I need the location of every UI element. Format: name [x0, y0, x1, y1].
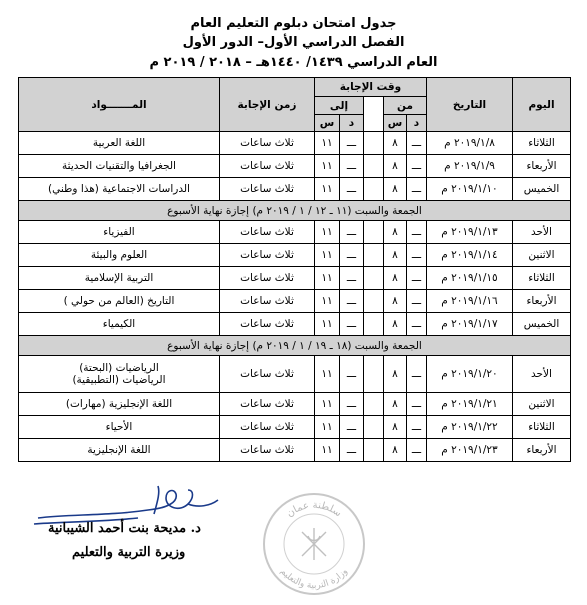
header-from-hours: س	[384, 115, 407, 132]
cell-to-min: ـــ	[340, 178, 364, 201]
cell-to-hour: ١١	[315, 356, 340, 393]
subject-line-2: الرياضيات (التطبيقية)	[72, 374, 166, 386]
cell-from-min: ـــ	[407, 416, 427, 439]
weekend-note: الجمعة والسبت (١١ ـ ١٢ / ١ / ٢٠١٩ م) إجازة نهاية الأسبوع	[19, 201, 571, 221]
cell-subject: اللغة الإنجليزية (مهارات)	[19, 393, 220, 416]
header-answer-time: وقت الإجابة	[315, 78, 427, 97]
cell-from-min: ـــ	[407, 221, 427, 244]
cell-duration: ثلاث ساعات	[220, 313, 315, 336]
header-to-minutes: د	[340, 115, 364, 132]
cell-mid	[364, 393, 384, 416]
cell-mid	[364, 221, 384, 244]
header-separator	[364, 97, 384, 132]
cell-to-min: ـــ	[340, 393, 364, 416]
header-day: اليوم	[513, 78, 571, 132]
cell-to-hour: ١١	[315, 313, 340, 336]
cell-to-min: ـــ	[340, 290, 364, 313]
cell-to-hour: ١١	[315, 244, 340, 267]
cell-duration: ثلاث ساعات	[220, 356, 315, 393]
weekend-row	[19, 201, 571, 221]
weekend-row	[19, 336, 571, 356]
cell-mid	[364, 439, 384, 462]
table-row	[19, 132, 571, 155]
header-subjects: المـــــــواد	[19, 78, 220, 132]
cell-date: ٢٠١٩/١/١٧ م	[427, 313, 513, 336]
cell-from-min: ـــ	[407, 132, 427, 155]
cell-from-min: ـــ	[407, 244, 427, 267]
subject-line-1: الرياضيات (البحتة)	[79, 362, 159, 374]
cell-mid	[364, 313, 384, 336]
cell-date: ٢٠١٩/١/١٤ م	[427, 244, 513, 267]
header-date: التاريخ	[427, 78, 513, 132]
cell-from-hour: ٨	[384, 155, 407, 178]
cell-from-min: ـــ	[407, 267, 427, 290]
minister-title: وزيرة التربية والتعليم	[72, 545, 186, 560]
cell-mid	[364, 178, 384, 201]
cell-duration: ثلاث ساعات	[220, 416, 315, 439]
cell-to-hour: ١١	[315, 132, 340, 155]
cell-date: ٢٠١٩/١/٢١ م	[427, 393, 513, 416]
cell-date: ٢٠١٩/١/١٠ م	[427, 178, 513, 201]
cell-duration: ثلاث ساعات	[220, 221, 315, 244]
cell-from-min: ـــ	[407, 290, 427, 313]
cell-from-hour: ٨	[384, 356, 407, 393]
cell-date: ٢٠١٩/١/١٣ م	[427, 221, 513, 244]
cell-date: ٢٠١٩/١/٢٠ م	[427, 356, 513, 393]
cell-from-min: ـــ	[407, 313, 427, 336]
cell-date: ٢٠١٩/١/١٥ م	[427, 267, 513, 290]
cell-to-min: ـــ	[340, 221, 364, 244]
cell-from-hour: ٨	[384, 267, 407, 290]
cell-to-hour: ١١	[315, 290, 340, 313]
cell-day: الأربعاء	[513, 290, 571, 313]
cell-from-hour: ٨	[384, 313, 407, 336]
cell-date: ٢٠١٩/١/٩ م	[427, 155, 513, 178]
cell-mid	[364, 132, 384, 155]
table-row	[19, 221, 571, 244]
cell-subject: اللغة العربية	[19, 132, 220, 155]
table-row	[19, 178, 571, 201]
minister-name: د. مديحة بنت أحمد الشيبانية	[48, 521, 201, 536]
cell-to-hour: ١١	[315, 221, 340, 244]
emblem-icon	[302, 528, 326, 560]
cell-to-min: ـــ	[340, 439, 364, 462]
cell-subject: التربية الإسلامية	[19, 267, 220, 290]
cell-to-hour: ١١	[315, 267, 340, 290]
cell-from-min: ـــ	[407, 356, 427, 393]
weekend-note: الجمعة والسبت (١٨ ـ ١٩ / ١ / ٢٠١٩ م) إجازة نهاية الأسبوع	[19, 336, 571, 356]
cell-duration: ثلاث ساعات	[220, 393, 315, 416]
cell-mid	[364, 416, 384, 439]
table-row	[19, 356, 571, 393]
svg-text:سلطنة عمان	[285, 500, 344, 519]
header-to-hours: س	[315, 115, 340, 132]
cell-from-hour: ٨	[384, 290, 407, 313]
cell-day: الأربعاء	[513, 155, 571, 178]
cell-from-hour: ٨	[384, 221, 407, 244]
cell-duration: ثلاث ساعات	[220, 439, 315, 462]
table-row	[19, 393, 571, 416]
cell-duration: ثلاث ساعات	[220, 178, 315, 201]
table-row	[19, 244, 571, 267]
cell-day: الثلاثاء	[513, 416, 571, 439]
academic-year-subtitle: العام الدراسي ١٤٣٩/ ١٤٤٠هـ – ٢٠١٨ / ٢٠١٩ م	[149, 55, 438, 70]
cell-day: الاثنين	[513, 393, 571, 416]
cell-subject: اللغة الإنجليزية	[19, 439, 220, 462]
header-to: إلى	[315, 97, 364, 115]
cell-to-hour: ١١	[315, 155, 340, 178]
cell-from-hour: ٨	[384, 416, 407, 439]
cell-subject: الفيزياء	[19, 221, 220, 244]
cell-to-hour: ١١	[315, 393, 340, 416]
official-seal	[258, 488, 370, 600]
cell-from-hour: ٨	[384, 393, 407, 416]
table-row	[19, 416, 571, 439]
cell-duration: ثلاث ساعات	[220, 244, 315, 267]
cell-to-hour: ١١	[315, 178, 340, 201]
cell-subject: التاريخ (العالم من حولي )	[19, 290, 220, 313]
cell-day: الأربعاء	[513, 439, 571, 462]
cell-duration: ثلاث ساعات	[220, 290, 315, 313]
header-from-minutes: د	[407, 115, 427, 132]
cell-from-min: ـــ	[407, 439, 427, 462]
cell-day: الثلاثاء	[513, 132, 571, 155]
cell-day: الأحد	[513, 356, 571, 393]
cell-to-min: ـــ	[340, 313, 364, 336]
cell-from-hour: ٨	[384, 244, 407, 267]
cell-from-min: ـــ	[407, 178, 427, 201]
table-row	[19, 439, 571, 462]
table-row	[19, 155, 571, 178]
cell-to-hour: ١١	[315, 416, 340, 439]
cell-date: ٢٠١٩/١/١٦ م	[427, 290, 513, 313]
cell-mid	[364, 155, 384, 178]
cell-day: الثلاثاء	[513, 267, 571, 290]
cell-subject	[19, 356, 220, 393]
cell-from-min: ـــ	[407, 393, 427, 416]
cell-mid	[364, 290, 384, 313]
cell-to-hour: ١١	[315, 439, 340, 462]
cell-date: ٢٠١٩/١/٢٢ م	[427, 416, 513, 439]
seal-bottom-text: وزارة التربية والتعليم	[278, 566, 350, 592]
cell-to-min: ـــ	[340, 155, 364, 178]
seal-top-text: سلطنة عمان	[284, 499, 344, 520]
cell-to-min: ـــ	[340, 356, 364, 393]
cell-to-min: ـــ	[340, 132, 364, 155]
cell-duration: ثلاث ساعات	[220, 267, 315, 290]
cell-date: ٢٠١٩/١/٨ م	[427, 132, 513, 155]
table-row	[19, 267, 571, 290]
cell-mid	[364, 356, 384, 393]
cell-mid	[364, 244, 384, 267]
header-from: من	[384, 97, 427, 115]
cell-to-min: ـــ	[340, 244, 364, 267]
cell-day: الاثنين	[513, 244, 571, 267]
cell-day: الخميس	[513, 178, 571, 201]
page-title: جدول امتحان دبلوم التعليم العام	[190, 16, 397, 31]
exam-schedule-table	[18, 77, 571, 462]
cell-subject: الكيمياء	[19, 313, 220, 336]
cell-day: الأحد	[513, 221, 571, 244]
cell-to-min: ـــ	[340, 267, 364, 290]
cell-duration: ثلاث ساعات	[220, 155, 315, 178]
cell-from-min: ـــ	[407, 155, 427, 178]
cell-to-min: ـــ	[340, 416, 364, 439]
semester-subtitle: الفصل الدراسي الأول– الدور الأول	[182, 35, 405, 50]
cell-from-hour: ٨	[384, 439, 407, 462]
cell-subject: العلوم والبيئة	[19, 244, 220, 267]
cell-from-hour: ٨	[384, 132, 407, 155]
cell-subject: الدراسات الاجتماعية (هذا وطني)	[19, 178, 220, 201]
table-row	[19, 313, 571, 336]
cell-from-hour: ٨	[384, 178, 407, 201]
cell-date: ٢٠١٩/١/٢٣ م	[427, 439, 513, 462]
table-row	[19, 290, 571, 313]
cell-mid	[364, 267, 384, 290]
cell-duration: ثلاث ساعات	[220, 132, 315, 155]
cell-subject: الأحياء	[19, 416, 220, 439]
cell-subject: الجغرافيا والتقنيات الحديثة	[19, 155, 220, 178]
cell-day: الخميس	[513, 313, 571, 336]
header-duration: زمن الإجابة	[220, 78, 315, 132]
